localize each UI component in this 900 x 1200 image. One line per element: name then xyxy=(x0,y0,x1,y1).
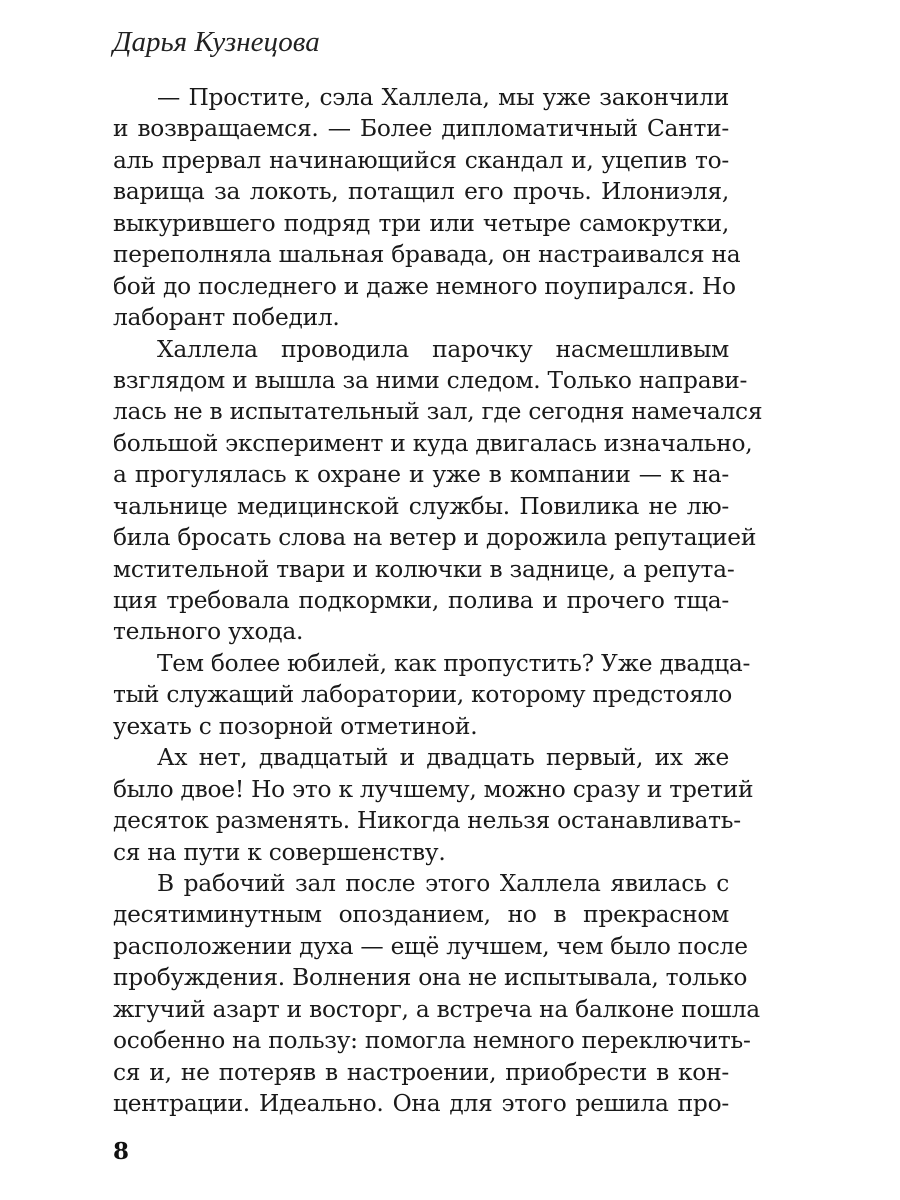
text-line: Тем более юбилей, как пропустить? Уже двадца- xyxy=(157,649,751,677)
text-line: ся на пути к совершенству. xyxy=(113,838,446,866)
text-line: лаборант победил. xyxy=(113,304,340,332)
text-line: аль прервал начинающийся скандал и, уцепив то- xyxy=(113,146,729,174)
text-line: и возвращаемся. — Более дипломатичный Санти- xyxy=(113,115,729,143)
page-number: 8 xyxy=(113,1138,130,1165)
text-line: особенно на пользу: помогла немного переключить- xyxy=(113,1027,751,1055)
running-head-author: Дарья Кузнецова xyxy=(113,26,320,58)
text-line: десятиминутным опозданием, но в прекрасном xyxy=(113,901,729,929)
text-line: жгучий азарт и восторг, а встреча на балконе пошла xyxy=(113,995,760,1023)
text-line: а прогулялась к охране и уже в компании — к на- xyxy=(113,461,729,489)
text-line: было двое! Но это к лучшему, можно сразу и третий xyxy=(113,775,754,803)
text-line: ся и, не потеряв в настроении, приобрести в кон- xyxy=(113,1058,729,1086)
text-line: В рабочий зал после этого Халлела явилась с xyxy=(157,869,729,897)
text-line: тельного ухода. xyxy=(113,618,304,646)
text-line: — Простите, сэла Халлела, мы уже закончили xyxy=(157,84,729,111)
body-text xyxy=(113,82,763,1119)
text-line: била бросать слова на ветер и дорожила репутацией xyxy=(113,524,757,552)
text-line: выкурившего подряд три или четыре самокрутки, xyxy=(113,209,729,237)
text-line: большой эксперимент и куда двигалась изначально, xyxy=(113,429,753,457)
text-line: Ах нет, двадцатый и двадцать первый, их же xyxy=(157,744,729,772)
text-line: расположении духа — ещё лучшем, чем было после xyxy=(113,932,748,960)
text-line: десяток разменять. Никогда нельзя останавливать- xyxy=(113,807,741,835)
text-line: Халлела проводила парочку насмешливым xyxy=(157,335,729,363)
text-line: уехать с позорной отметиной. xyxy=(113,712,478,740)
text-line: пробуждения. Волнения она не испытывала, только xyxy=(113,964,748,992)
text-line: чальнице медицинской службы. Повилика не лю- xyxy=(113,492,729,520)
text-line: варища за локоть, потащил его прочь. Илониэля, xyxy=(113,178,729,206)
text-line: переполняла шальная бравада, он настраивался на xyxy=(113,241,741,269)
text-line: взглядом и вышла за ними следом. Только направи- xyxy=(113,366,748,394)
text-line: лась не в испытательный зал, где сегодня намечался xyxy=(113,398,763,426)
text-line: ция требовала подкормки, полива и прочего тща- xyxy=(113,587,729,614)
text-line: центрации. Идеально. Она для этого решила про- xyxy=(113,1090,729,1117)
text-line: бой до последнего и даже немного поупирался. Но xyxy=(113,272,736,300)
text-line: мстительной твари и колючки в заднице, а репута- xyxy=(113,555,735,583)
text-line: тый служащий лаборатории, которому предстояло xyxy=(113,681,733,709)
